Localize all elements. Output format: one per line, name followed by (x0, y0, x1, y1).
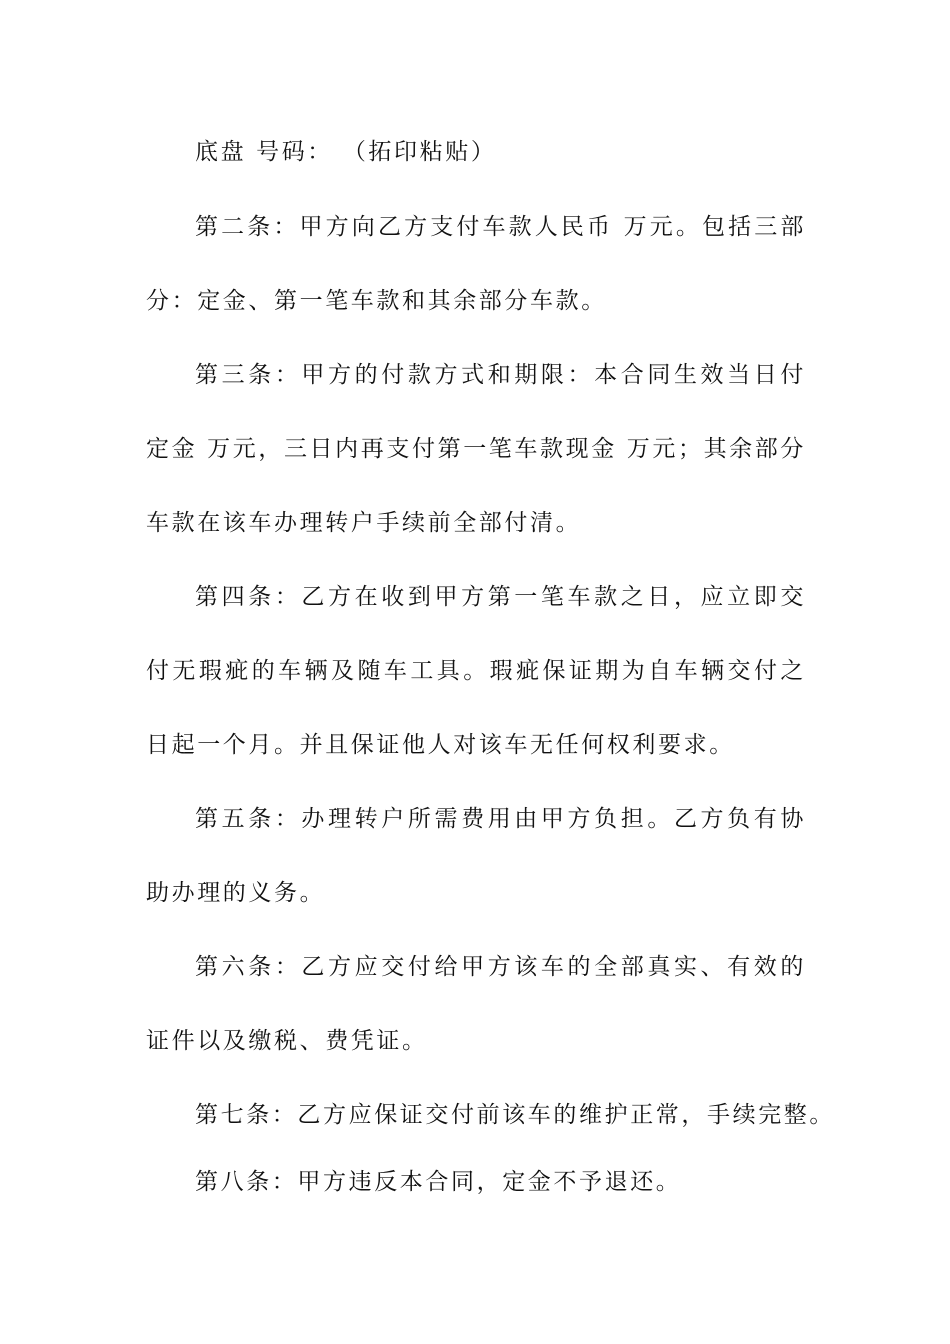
paragraph-article-6: 第六条：乙方应交付给甲方该车的全部真实、有效的证件以及缴税、费凭证。 (146, 954, 806, 1054)
paragraph-article-3: 第三条：甲方的付款方式和期限：本合同生效当日付定金 万元，三日内再支付第一笔车款现金 万元；其余部分车款在该车办理转户手续前全部付清。 (146, 362, 806, 536)
paragraph-chassis-number: 底盘 号码： （拓印粘贴） (195, 139, 497, 165)
paragraph-article-2: 第二条：甲方向乙方支付车款人民币 万元。包括三部分：定金、第一笔车款和其余部分车款。 (146, 214, 806, 314)
paragraph-article-4: 第四条：乙方在收到甲方第一笔车款之日，应立即交付无瑕疵的车辆及随车工具。瑕疵保证期为自车辆交付之日起一个月。并且保证他人对该车无任何权利要求。 (146, 584, 806, 758)
paragraph-article-5: 第五条：办理转户所需费用由甲方负担。乙方负有协助办理的义务。 (146, 806, 806, 906)
paragraph-article-8: 第八条：甲方违反本合同，定金不予退还。 (195, 1169, 682, 1195)
paragraph-article-7: 第七条：乙方应保证交付前该车的维护正常，手续完整。 (195, 1102, 835, 1128)
